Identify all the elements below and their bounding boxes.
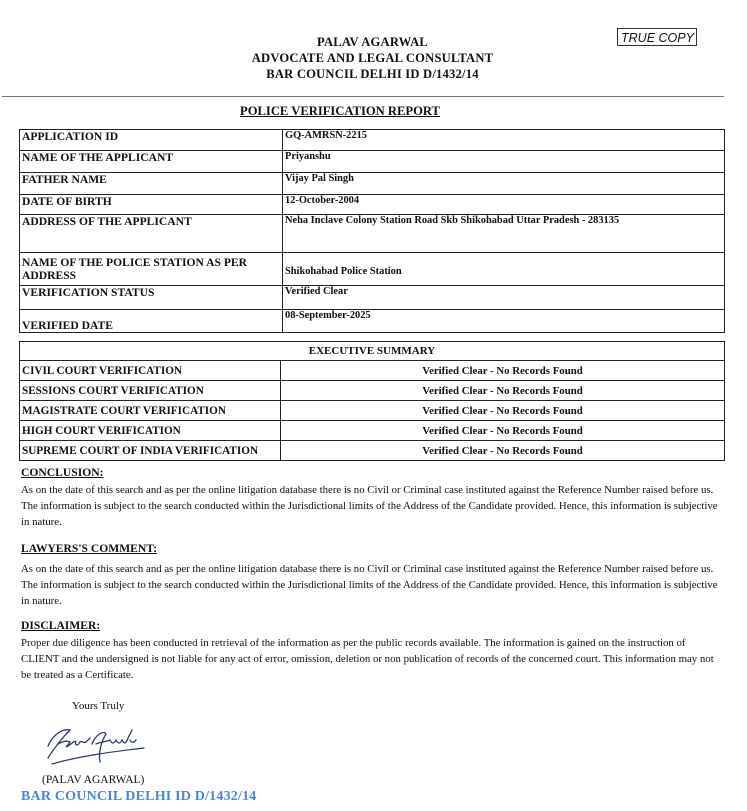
summary-label: SESSIONS COURT VERIFICATION	[20, 381, 281, 401]
advocate-bar-id: BAR COUNCIL DELHI ID D/1432/14	[266, 67, 479, 81]
detail-value: Priyanshu	[283, 151, 725, 173]
table-row	[20, 361, 725, 381]
summary-value: Verified Clear - No Records Found	[281, 381, 725, 401]
summary-label: SUPREME COURT OF INDIA VERIFICATION	[20, 441, 281, 461]
true-copy-stamp: TRUE COPY	[617, 28, 697, 46]
advocate-designation: ADVOCATE AND LEGAL CONSULTANT	[251, 51, 494, 65]
signatory-bar-id: BAR COUNCIL DELHI ID D/1432/14	[21, 789, 257, 804]
detail-value: Verified Clear	[283, 286, 725, 310]
table-row	[20, 195, 725, 215]
table-row	[20, 421, 725, 441]
table-row	[20, 130, 725, 151]
detail-value: 08-September-2025	[283, 310, 725, 333]
table-row	[20, 253, 725, 286]
table-row	[20, 310, 725, 333]
disclaimer-text: Proper due diligence has been conducted in retrieval of the information as per the public records available. The information is gained on the instruction of CLIENT and the undersigned is not liable for any act of error, omission, deletion or non publication of records of the concerned court. This information may not be treated as a Certificate.	[21, 637, 714, 681]
table-row	[20, 401, 725, 421]
closing-salutation: Yours Truly	[72, 700, 125, 712]
detail-label: DATE OF BIRTH	[20, 195, 283, 215]
conclusion-heading: CONCLUSION:	[21, 466, 104, 479]
executive-summary-table	[19, 341, 725, 461]
table-row	[20, 151, 725, 173]
summary-value: Verified Clear - No Records Found	[281, 421, 725, 441]
table-row	[20, 286, 725, 310]
table-header-row	[20, 342, 725, 361]
detail-label: NAME OF THE POLICE STATION AS PER ADDRESS	[20, 253, 283, 286]
detail-label: ADDRESS OF THE APPLICANT	[20, 215, 283, 253]
applicant-details-table	[19, 129, 725, 333]
signatory-name: (PALAV AGARWAL)	[42, 774, 145, 786]
lawyers-comment-text: As on the date of this search and as per the online litigation database there is no Civil or Criminal case instituted against the Reference Number raised before us. The information is subject to the search conducted within the Jurisdictional limits of the Address of the Candidate provided. Hence, this information is subjective in nature.	[21, 563, 718, 607]
header-divider	[2, 96, 724, 97]
detail-value: Vijay Pal Singh	[283, 173, 725, 195]
summary-value: Verified Clear - No Records Found	[281, 401, 725, 421]
advocate-name: PALAV AGARWAL	[317, 35, 428, 49]
conclusion-text: As on the date of this search and as per the online litigation database there is no Civil or Criminal case instituted against the Reference Number raised before us. The information is subject to the search conducted within the Jurisdictional limits of the Address of the Candidate provided. Hence, this information is subjective in nature.	[21, 484, 718, 528]
summary-label: MAGISTRATE COURT VERIFICATION	[20, 401, 281, 421]
detail-value: Neha Inclave Colony Station Road Skb Shikohabad Uttar Pradesh - 283135	[283, 215, 725, 253]
summary-value: Verified Clear - No Records Found	[281, 361, 725, 381]
report-title: POLICE VERIFICATION REPORT	[240, 104, 440, 118]
detail-value: Shikohabad Police Station	[283, 253, 725, 286]
table-row	[20, 381, 725, 401]
table-row	[20, 441, 725, 461]
detail-value: 12-October-2004	[283, 195, 725, 215]
detail-label: APPLICATION ID	[20, 130, 283, 151]
signature-image	[40, 722, 150, 770]
detail-label: NAME OF THE APPLICANT	[20, 151, 283, 173]
detail-label: VERIFIED DATE	[20, 310, 283, 333]
disclaimer-heading: DISCLAIMER:	[21, 619, 101, 632]
detail-label: FATHER NAME	[20, 173, 283, 195]
summary-label: HIGH COURT VERIFICATION	[20, 421, 281, 441]
detail-label: VERIFICATION STATUS	[20, 286, 283, 310]
summary-label: CIVIL COURT VERIFICATION	[20, 361, 281, 381]
table-row	[20, 215, 725, 253]
detail-value: GQ-AMRSN-2215	[283, 130, 725, 151]
table-row	[20, 173, 725, 195]
executive-summary-title: EXECUTIVE SUMMARY	[20, 342, 725, 361]
summary-value: Verified Clear - No Records Found	[281, 441, 725, 461]
lawyers-comment-heading: LAWYERS'S COMMENT:	[21, 542, 158, 555]
